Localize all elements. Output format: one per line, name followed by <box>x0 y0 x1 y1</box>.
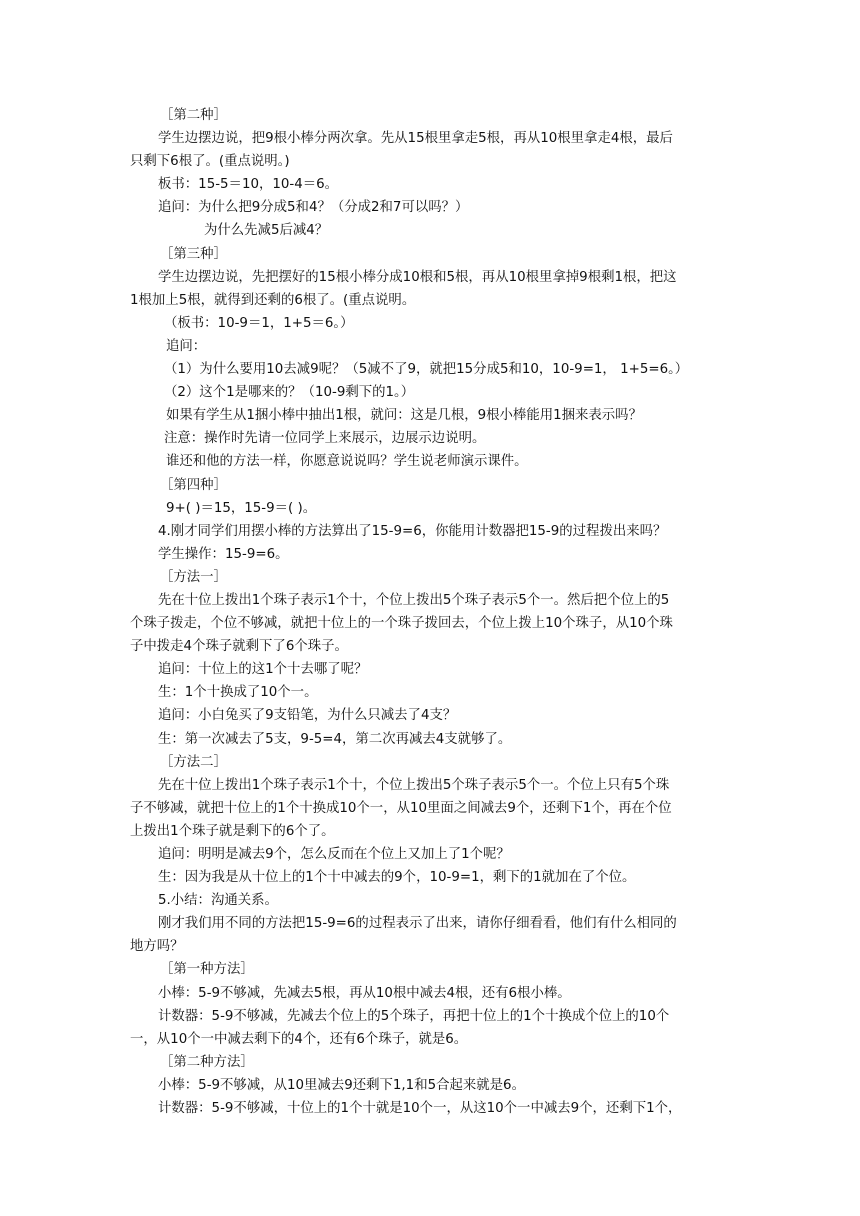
text-line: 谁还和他的方法一样，你愿意说说吗？学生说老师演示课件。 <box>166 454 528 470</box>
text-line: 追问：明明是减去9个，怎么反而在个位上又加上了1个呢？ <box>158 847 510 862</box>
text-line: 计数器：5-9不够减，十位上的1个十就是10个一，从这10个一中减去9个，还剩下1个， <box>158 1101 682 1117</box>
text-line: 板书：15-5＝10，10-4＝6。 <box>158 177 339 193</box>
text-line: 生：第一次减去了5支，9-5=4，第二次再减去4支就够了。 <box>158 731 512 747</box>
text-line: 小棒：5-9不够减，先减去5根，再从10根中减去4根，还有6根小棒。 <box>158 985 571 1001</box>
text-line: 学生边摆边说，先把摆好的15根小棒分成10根和5根，再从10根里拿掉9根剩1根，把这 <box>158 269 677 285</box>
text-line: 学生边摆边说，把9根小棒分两次拿。先从15根里拿走5根，再从10根里拿走4根，最后 <box>158 131 673 147</box>
text-line: 子中拨走4个珠子就剩下了6个珠子。 <box>130 639 348 655</box>
text-line: 先在十位上拨出1个珠子表示1个十，个位上拨出5个珠子表示5个一。然后把个位上的5 <box>158 592 670 608</box>
text-line: 小棒：5-9不够减，从10里减去9还剩下1,1和5合起来就是6。 <box>158 1077 525 1093</box>
text-line: 生：因为我是从十位上的1个十中减去的9个，10-9=1，剩下的1就加在了个位。 <box>158 870 636 886</box>
text-line: 5.小结：沟通关系。 <box>158 893 278 909</box>
text-line: 追问：小白兔买了9支铅笔，为什么只减去了4支？ <box>158 708 457 724</box>
text-line: 子不够减，就把十位上的1个十换成10个一，从10里面之间减去9个，还剩下1个，再在个位 <box>130 800 672 816</box>
text-line: 追问：十位上的这1个十去哪了呢？ <box>158 662 368 678</box>
text-line: 追问： <box>166 338 207 354</box>
text-line: 刚才我们用不同的方法把15-9=6的过程表示了出来，请你仔细看看，他们有什么相同的 <box>158 916 677 932</box>
text-line: ［第四种］ <box>160 477 227 493</box>
text-line: 为什么先减5后减4？ <box>204 223 329 239</box>
text-line: 地方吗？ <box>130 939 184 955</box>
text-line: 计数器：5-9不够减，先减去个位上的5个珠子，再把十位上的1个十换成个位上的10个 <box>158 1008 670 1024</box>
text-line: ［第二种］ <box>160 108 227 123</box>
text-line: 1根加上5根，就得到还剩的6根了。(重点说明。 <box>130 292 416 308</box>
text-line: （1）为什么要用10去减9呢？（5减不了9，就把15分成5和10，10-9=1， 1+5=6。） <box>164 362 689 378</box>
text-line: 个珠子拨走，个位不够减，就把十位上的一个珠子拨回去，个位上拨上10个珠子，从10个珠 <box>130 616 673 632</box>
text-line: ［第三种］ <box>160 246 227 262</box>
text-line: 只剩下6根了。(重点说明。) <box>130 154 290 170</box>
text-line: 生：1个十换成了10个一。 <box>158 685 318 701</box>
document-body <box>130 104 730 1120</box>
text-line: 9+( )＝15，15-9＝( )。 <box>166 500 317 516</box>
text-line: 如果有学生从1捆小棒中抽出1根，就问：这是几根，9根小棒能用1捆来表示吗？ <box>166 408 642 424</box>
text-line: （板书：10-9＝1，1+5＝6。） <box>164 315 354 331</box>
text-line: 注意：操作时先请一位同学上来展示，边展示边说明。 <box>164 431 486 447</box>
text-line: 先在十位上拨出1个珠子表示1个十，个位上拨出5个珠子表示5个一。个位上只有5个珠 <box>158 777 670 793</box>
text-line: ［第二种方法］ <box>160 1054 254 1070</box>
text-line: 4.刚才同学们用摆小棒的方法算出了15-9=6，你能用计数器把15-9的过程拨出来吗？ <box>158 523 667 539</box>
text-line: 追问：为什么把9分成5和4？（分成2和7可以吗？） <box>158 200 469 216</box>
text-line: （2）这个1是哪来的？（10-9剩下的1。） <box>164 385 415 401</box>
text-line: 上拨出1个珠子就是剩下的6个了。 <box>130 823 335 839</box>
text-line: ［方法二］ <box>160 754 227 770</box>
text-line: ［第一种方法］ <box>160 962 254 978</box>
text-line: 一，从10个一中减去剩下的4个，还有6个珠子，就是6。 <box>130 1031 468 1047</box>
text-line: 学生操作：15-9=6。 <box>158 546 289 562</box>
text-line: ［方法一］ <box>160 569 227 585</box>
